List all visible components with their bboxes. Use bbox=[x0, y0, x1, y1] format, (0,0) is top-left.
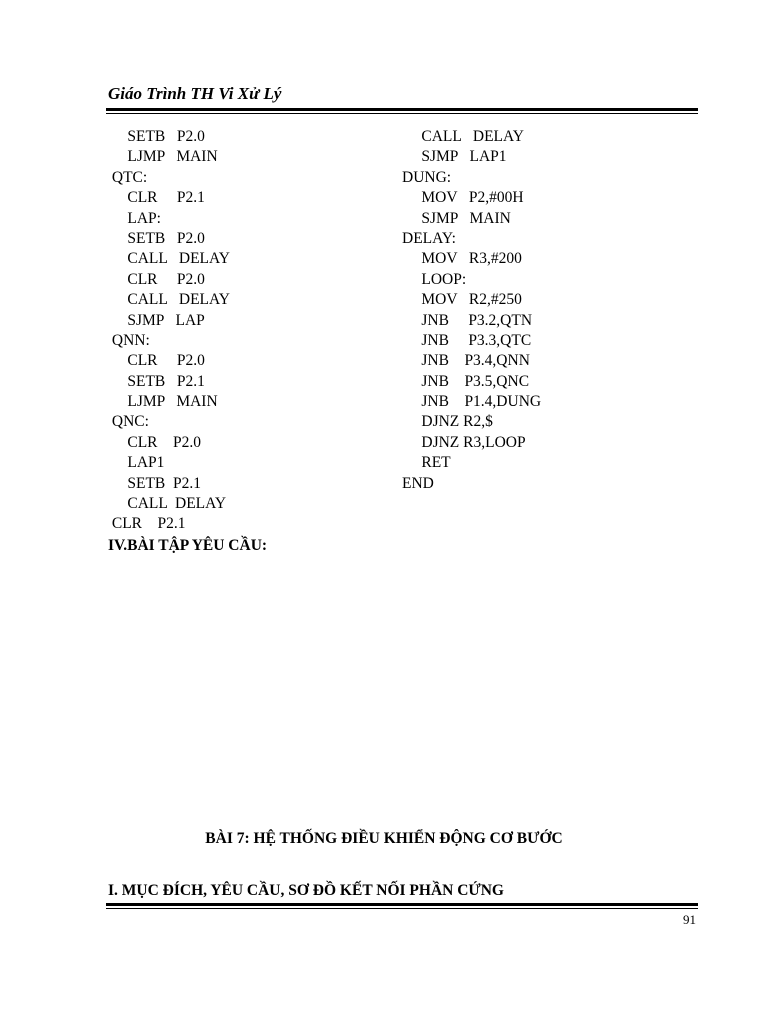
code-line: SETB P2.0 bbox=[108, 229, 205, 247]
code-line: CALL DELAY bbox=[108, 495, 227, 513]
code-line: JNB P3.5,QNC bbox=[402, 372, 530, 390]
code-line: SETB P2.1 bbox=[108, 372, 205, 390]
code-line: END bbox=[402, 474, 434, 492]
header-rule-thin bbox=[106, 113, 698, 114]
code-line: LOOP: bbox=[402, 270, 467, 288]
code-line: SJMP LAP bbox=[108, 311, 205, 329]
code-line: SJMP MAIN bbox=[402, 209, 511, 227]
code-line: JNB P1.4,DUNG bbox=[402, 393, 542, 411]
code-line: CLR P2.1 bbox=[108, 515, 186, 533]
header-rule bbox=[106, 108, 698, 111]
code-line: CLR P2.1 bbox=[108, 189, 205, 207]
code-line: SETB P2.1 bbox=[108, 474, 202, 492]
code-line: CLR P2.0 bbox=[108, 433, 202, 451]
page-number: 91 bbox=[683, 912, 696, 927]
code-line: SETB P2.0 bbox=[108, 128, 205, 145]
footer-rule bbox=[106, 903, 698, 906]
code-line: QNN: bbox=[108, 331, 150, 349]
code-line: LAP1 bbox=[108, 454, 165, 472]
page-header-title: Giáo Trình TH Vi Xử Lý bbox=[108, 84, 282, 103]
code-line: DJNZ R2,$ bbox=[402, 413, 493, 431]
code-line: DJNZ R3,LOOP bbox=[402, 433, 526, 451]
code-line: CLR P2.0 bbox=[108, 352, 205, 370]
section-one-heading: I. MỤC ĐÍCH, YÊU CẦU, SƠ ĐỒ KẾT NỐI PHẦN CỨNG bbox=[108, 882, 504, 899]
code-line: LJMP MAIN bbox=[108, 148, 218, 166]
code-line: CALL DELAY bbox=[108, 250, 230, 268]
code-line: MOV R3,#200 bbox=[402, 250, 522, 268]
code-line: DELAY: bbox=[402, 229, 456, 247]
code-line: SJMP LAP1 bbox=[402, 148, 507, 166]
code-line: RET bbox=[402, 454, 451, 472]
code-line: JNB P3.3,QTC bbox=[402, 331, 532, 349]
code-column-left bbox=[108, 127, 230, 535]
code-line: CALL DELAY bbox=[108, 291, 230, 309]
code-line: DUNG: bbox=[402, 168, 452, 186]
code-line: QNC: bbox=[108, 413, 149, 431]
code-line: MOV P2,#00H bbox=[402, 189, 524, 207]
code-line: LJMP MAIN bbox=[108, 393, 218, 411]
section-heading: IV.BÀI TẬP YÊU CẦU: bbox=[108, 537, 268, 554]
code-line: QTC: bbox=[108, 168, 148, 186]
code-column-right bbox=[402, 127, 541, 494]
code-line: LAP: bbox=[108, 209, 161, 227]
code-line: CLR P2.0 bbox=[108, 270, 205, 288]
code-line: JNB P3.2,QTN bbox=[402, 311, 533, 329]
footer-rule-thin bbox=[106, 908, 698, 909]
lesson-title: BÀI 7: HỆ THỐNG ĐIỀU KHIỂN ĐỘNG CƠ BƯỚC bbox=[205, 830, 563, 847]
code-line: MOV R2,#250 bbox=[402, 291, 522, 309]
code-line: CALL DELAY bbox=[402, 128, 524, 145]
code-line: JNB P3.4,QNN bbox=[402, 352, 530, 370]
